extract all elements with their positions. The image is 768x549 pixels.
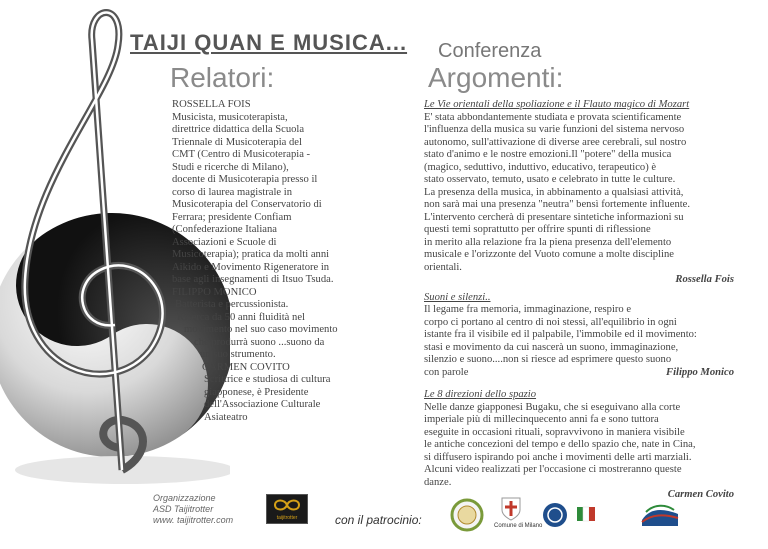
- speaker-bio-line: corso di laurea magistrale in: [172, 186, 293, 198]
- speaker-bio-line: Ferrara; presidente Confiam: [172, 211, 292, 223]
- topic-line: autonomo, sull'attivazione di diverse aree cerebrali, sul nostro: [424, 136, 687, 148]
- topic-body: [424, 112, 742, 275]
- patron-logo-circle: [541, 498, 569, 532]
- speaker-name: FILIPPO MONICO: [172, 286, 257, 298]
- topic-line: Il legame fra memoria, immaginazione, respiro e: [424, 304, 632, 315]
- patron-logo-italy-flag: [575, 498, 597, 532]
- speaker-bio-line: Scrittrice e studiosa di cultura: [204, 374, 331, 385]
- speaker-bio-line: Asiateatro: [204, 411, 248, 423]
- milano-logo-label: Comune di Milano: [494, 523, 543, 529]
- topic-body: [424, 304, 742, 379]
- speaker-bio-line: giapponese, è Presidente: [204, 386, 309, 398]
- infinity-icon: [267, 495, 307, 523]
- topic-line-with-signature: [424, 367, 742, 380]
- speaker-bio-line: Batterista e percussionista.: [175, 299, 289, 310]
- topic-line: La presenza della musica, in abbinamento a qualsiasi attività,: [424, 186, 684, 198]
- relatori-heading: Relatori:: [170, 62, 275, 93]
- speaker-bio-line: direttrice didattica della Scuola: [172, 124, 305, 135]
- topic-line: si diffusero ispirando poi anche i movimenti delle arti marziali.: [424, 451, 692, 463]
- organizer-name: ASD Taijitrotter: [153, 504, 214, 514]
- argomenti-heading: Argomenti:: [428, 62, 564, 93]
- topic-line: istante fra il visibile ed il palpabile, l'immobile ed il movimento:: [424, 329, 697, 340]
- topic-line: l'influenza della musica su varie funzioni del sistema nervoso: [424, 124, 685, 135]
- speaker-bio-line: Triennale di Musicoterapia del: [172, 136, 302, 148]
- speaker-bio-line: Musicoterapia); pratica da molti anni: [172, 249, 330, 260]
- topic-line: questi temi soprattutto per offrire spunti di riflessione: [424, 224, 651, 235]
- topic-line: Alcuni video realizzati per l'occasione ci mostreranno queste: [424, 464, 682, 475]
- topic-line: stato d'animo e le nostre emozioni.Il "potere" della musica: [424, 149, 672, 160]
- topic-line: silenzio e suono....non si riesce ad esprimere questo suono: [424, 354, 672, 365]
- speaker-bio-line: docente di Musicoterapia presso il: [172, 174, 318, 185]
- speaker-bio-line: movimento nel suo caso movimento: [184, 324, 338, 335]
- topic-title: Le Vie orientali della spoliazione e il Flauto magico di Mozart: [424, 99, 690, 110]
- speaker-bio-line: Associazioni e Scuole di: [172, 236, 277, 248]
- topic-line: stato osservato, temuto, usato e celebrato in tutte le culture.: [424, 174, 676, 185]
- speaker-bio-line: un suo strumento.: [200, 349, 276, 360]
- milano-coat-of-arms-icon: [500, 496, 522, 522]
- speaker-bio-line: base agli insegnamenti di Itsuo Tsuda.: [172, 274, 334, 285]
- taijitrotter-logo: [266, 494, 308, 524]
- topic-line: imperiale più di millecinquecento anni fa e sono tuttora: [424, 414, 659, 425]
- topic-line: orientali.: [424, 261, 462, 273]
- patron-logo-wave: [640, 498, 680, 532]
- topic-signature: Filippo Monico: [666, 366, 734, 378]
- topic-title: Le 8 direzioni dello spazio: [424, 389, 537, 400]
- topic-line: (magico, seduttivo, induttivo, educativo, terapeutico) è: [424, 161, 657, 173]
- speaker-bio-line: CMT (Centro di Musicoterapia -: [172, 149, 311, 160]
- speaker-bio-line: che produrrà suono ...suono da: [194, 336, 325, 348]
- speaker-bio-line: Aikido e Movimento Rigeneratore in: [172, 261, 330, 273]
- topic-body: [424, 402, 742, 490]
- topic-line: con parole: [424, 366, 469, 378]
- speaker-bio-line: Studi e ricerche di Milano),: [172, 161, 289, 173]
- speaker-bio-line: Musicoterapia del Conservatorio di: [172, 199, 322, 210]
- topic-signature: Rossella Fois: [675, 274, 734, 285]
- topic-line: eseguite in occasioni rituali, sopravvivono in maniera visibile: [424, 426, 685, 438]
- topic-line: E' stata abbondantemente studiata e provata scientificamente: [424, 111, 682, 123]
- topic-line: Nelle danze giapponesi Bugaku, che si eseguivano alla corte: [424, 401, 681, 413]
- topic-line: in merito alla relazione fra la piena presenza dell'elemento: [424, 236, 672, 248]
- relatori-list: [172, 99, 392, 424]
- topic-line: stasi e movimento da cui nascerà un suono, immaginazione,: [424, 341, 679, 353]
- speaker-bio-line: Ricerca da 50 anni fluidità nel: [177, 311, 305, 323]
- topic-signature: Carmen Covito: [667, 489, 734, 500]
- organizer-label: Organizzazione: [153, 493, 216, 503]
- topic-line: corpo ci portano al centro di noi stessi, all'equilibrio in ogni: [424, 316, 677, 328]
- topic-line: L'intervento cercherà di presentare sintetiche informazioni su: [424, 211, 684, 223]
- patronage-label: con il patrocinio:: [335, 513, 422, 527]
- speaker-name: ROSSELLA FOIS: [172, 99, 251, 110]
- taiji-logo-text: taijitrotter: [276, 515, 298, 521]
- organizer-website: www. taijitrotter.com: [153, 515, 234, 525]
- topic-line: musicale e l'orizzonte del Vuoto comune a molte discipline: [424, 249, 674, 260]
- conference-heading: Conferenza: [438, 40, 542, 62]
- argomenti-list: [424, 99, 742, 502]
- speaker-bio-line: Musicista, musicoterapista,: [172, 111, 288, 123]
- speaker-name: CARMEN COVITO: [202, 361, 290, 373]
- topic-title: Suoni e silenzi..: [424, 291, 491, 303]
- topic-line: danze.: [424, 476, 452, 488]
- patron-logo-seal: [450, 498, 484, 532]
- speaker-bio-line: (Confederazione Italiana: [172, 224, 277, 235]
- topic-line: non sarà mai una presenza "neutra" bensì fortemente influente.: [424, 199, 691, 210]
- page-title: TAIJI QUAN E MUSICA...: [130, 30, 408, 55]
- topic-line: le antiche concezioni del tempo e dello spazio che, nate in Cina,: [424, 439, 696, 450]
- speaker-bio-line: dell'Associazione Culturale: [204, 399, 321, 410]
- organizer-info: [153, 493, 233, 526]
